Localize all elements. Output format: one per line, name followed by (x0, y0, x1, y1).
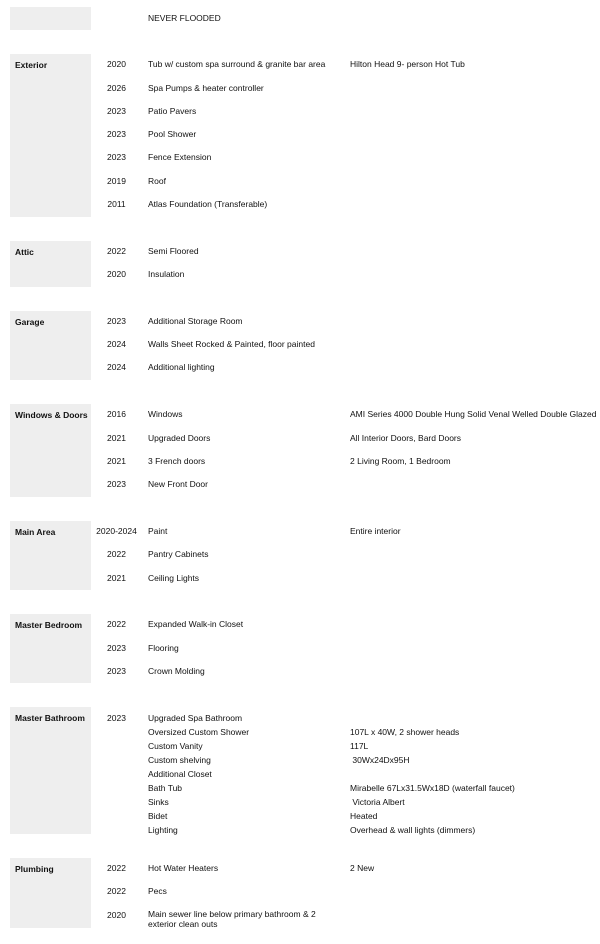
table-row (0, 408, 600, 420)
section-exterior (0, 54, 600, 217)
row-note: 117L (350, 741, 369, 751)
section-label: Plumbing (15, 864, 54, 874)
row-description: Walls Sheet Rocked & Painted, floor painted (148, 339, 315, 349)
row-year: 2023 (107, 643, 126, 653)
row-note: 2 New (350, 863, 375, 873)
table-row (0, 151, 600, 163)
row-description: Patio Pavers (148, 106, 197, 116)
row-year: 2019 (107, 176, 126, 186)
row-description: Custom Vanity (148, 741, 203, 751)
row-year: 2020-2024 (96, 526, 137, 536)
row-year: 2024 (107, 339, 126, 349)
table-row (0, 198, 600, 210)
row-year: 2022 (107, 549, 126, 559)
section-label: Attic (15, 247, 34, 257)
row-note: 2 Living Room, 1 Bedroom (350, 456, 451, 466)
row-description: Bath Tub (148, 783, 183, 793)
table-row (0, 455, 600, 467)
table-row (0, 862, 600, 874)
row-note: 107L x 40W, 2 shower heads (350, 727, 460, 737)
table-row (0, 824, 600, 836)
table-row (0, 432, 600, 444)
table-row (0, 548, 600, 560)
table-row (0, 810, 600, 822)
row-year: 2016 (107, 409, 126, 419)
row-year: 2023 (107, 713, 126, 723)
table-row (0, 82, 600, 94)
row-description: Ceiling Lights (148, 573, 200, 583)
table-row (0, 782, 600, 794)
section-garage (0, 311, 600, 380)
row-description: Hot Water Heaters (148, 863, 219, 873)
table-row (0, 642, 600, 654)
row-description: Pecs (148, 886, 167, 896)
row-description: Roof (148, 176, 166, 186)
row-note: Heated (350, 811, 378, 821)
section-top (0, 7, 600, 30)
section-attic (0, 241, 600, 287)
row-year: 2023 (107, 129, 126, 139)
table-row (0, 525, 600, 537)
table-row (0, 245, 600, 257)
row-year: 2021 (107, 433, 126, 443)
section-main-area (0, 521, 600, 590)
table-row (0, 885, 600, 897)
row-year: 2020 (107, 59, 126, 69)
row-year: 2022 (107, 886, 126, 896)
table-row (0, 665, 600, 677)
row-description: Main sewer line below primary bathroom & 2 exterior clean outs (148, 909, 316, 929)
row-description: Upgraded Spa Bathroom (148, 713, 243, 723)
section-label: Garage (15, 317, 45, 327)
row-note: AMI Series 4000 Double Hung Solid Venal Welled Double Glazed (350, 409, 597, 419)
row-year: 2023 (107, 666, 126, 676)
section-label: Master Bedroom (15, 620, 83, 630)
table-row (0, 338, 600, 350)
table-row (0, 478, 600, 490)
table-row (0, 754, 600, 766)
row-description: Insulation (148, 269, 185, 279)
row-description: 3 French doors (148, 456, 206, 466)
table-row (0, 128, 600, 140)
table-row (0, 726, 600, 738)
row-description: NEVER FLOODED (148, 13, 221, 23)
table-row (0, 58, 600, 70)
row-description: Spa Pumps & heater controller (148, 83, 264, 93)
row-description: Custom shelving (148, 755, 211, 765)
row-description: Expanded Walk-in Closet (148, 619, 244, 629)
section-master-bedroom (0, 614, 600, 683)
row-year: 2023 (107, 106, 126, 116)
row-year: 2023 (107, 316, 126, 326)
row-year: 2026 (107, 83, 126, 93)
row-description: Semi Floored (148, 246, 199, 256)
row-description: Sinks (148, 797, 169, 807)
table-row (0, 712, 600, 724)
row-description: Additional lighting (148, 362, 215, 372)
row-note: 30Wx24Dx95H (350, 755, 410, 765)
row-description: Paint (148, 526, 168, 536)
section-plumbing (0, 858, 600, 928)
row-year: 2020 (107, 910, 126, 920)
row-description: Flooring (148, 643, 179, 653)
table-row (0, 572, 600, 584)
row-note: Mirabelle 67Lx31.5Wx18D (waterfall faucet) (350, 783, 515, 793)
row-year: 2024 (107, 362, 126, 372)
row-year: 2022 (107, 863, 126, 873)
section-windows-doors (0, 404, 600, 497)
row-note: Overhead & wall lights (dimmers) (350, 825, 476, 835)
row-note: Victoria Albert (350, 797, 405, 807)
table-row (0, 12, 600, 24)
row-description: Windows (148, 409, 183, 419)
row-description: Pantry Cabinets (148, 549, 209, 559)
row-description: Crown Molding (148, 666, 205, 676)
table-row (0, 768, 600, 780)
section-label: Windows & Doors (15, 410, 88, 420)
row-year: 2020 (107, 269, 126, 279)
row-description: Lighting (148, 825, 178, 835)
table-row (0, 361, 600, 373)
row-year: 2021 (107, 456, 126, 466)
row-note: Entire interior (350, 526, 401, 536)
table-row (0, 909, 600, 929)
row-description: Upgraded Doors (148, 433, 211, 443)
row-description: Additional Closet (148, 769, 212, 779)
table-row (0, 618, 600, 630)
table-row (0, 105, 600, 117)
table-row (0, 796, 600, 808)
row-year: 2023 (107, 479, 126, 489)
section-label: Master Bathroom (15, 713, 85, 723)
row-description: Fence Extension (148, 152, 212, 162)
row-year: 2011 (107, 199, 126, 209)
table-row (0, 740, 600, 752)
row-note: Hilton Head 9- person Hot Tub (350, 59, 465, 69)
row-note: All Interior Doors, Bard Doors (350, 433, 462, 443)
row-description: Oversized Custom Shower (148, 727, 250, 737)
table-row (0, 268, 600, 280)
section-label: Exterior (15, 60, 48, 70)
row-description: Additional Storage Room (148, 316, 243, 326)
table-row (0, 175, 600, 187)
row-description: Tub w/ custom spa surround & granite bar area (148, 59, 326, 69)
row-year: 2021 (107, 573, 126, 583)
row-year: 2022 (107, 246, 126, 256)
section-label: Main Area (15, 527, 56, 537)
row-year: 2022 (107, 619, 126, 629)
row-description: Pool Shower (148, 129, 197, 139)
row-year: 2023 (107, 152, 126, 162)
row-description: New Front Door (148, 479, 208, 489)
row-description: Bidet (148, 811, 168, 821)
table-row (0, 315, 600, 327)
section-master-bathroom (0, 707, 600, 834)
row-description: Atlas Foundation (Transferable) (148, 199, 268, 209)
